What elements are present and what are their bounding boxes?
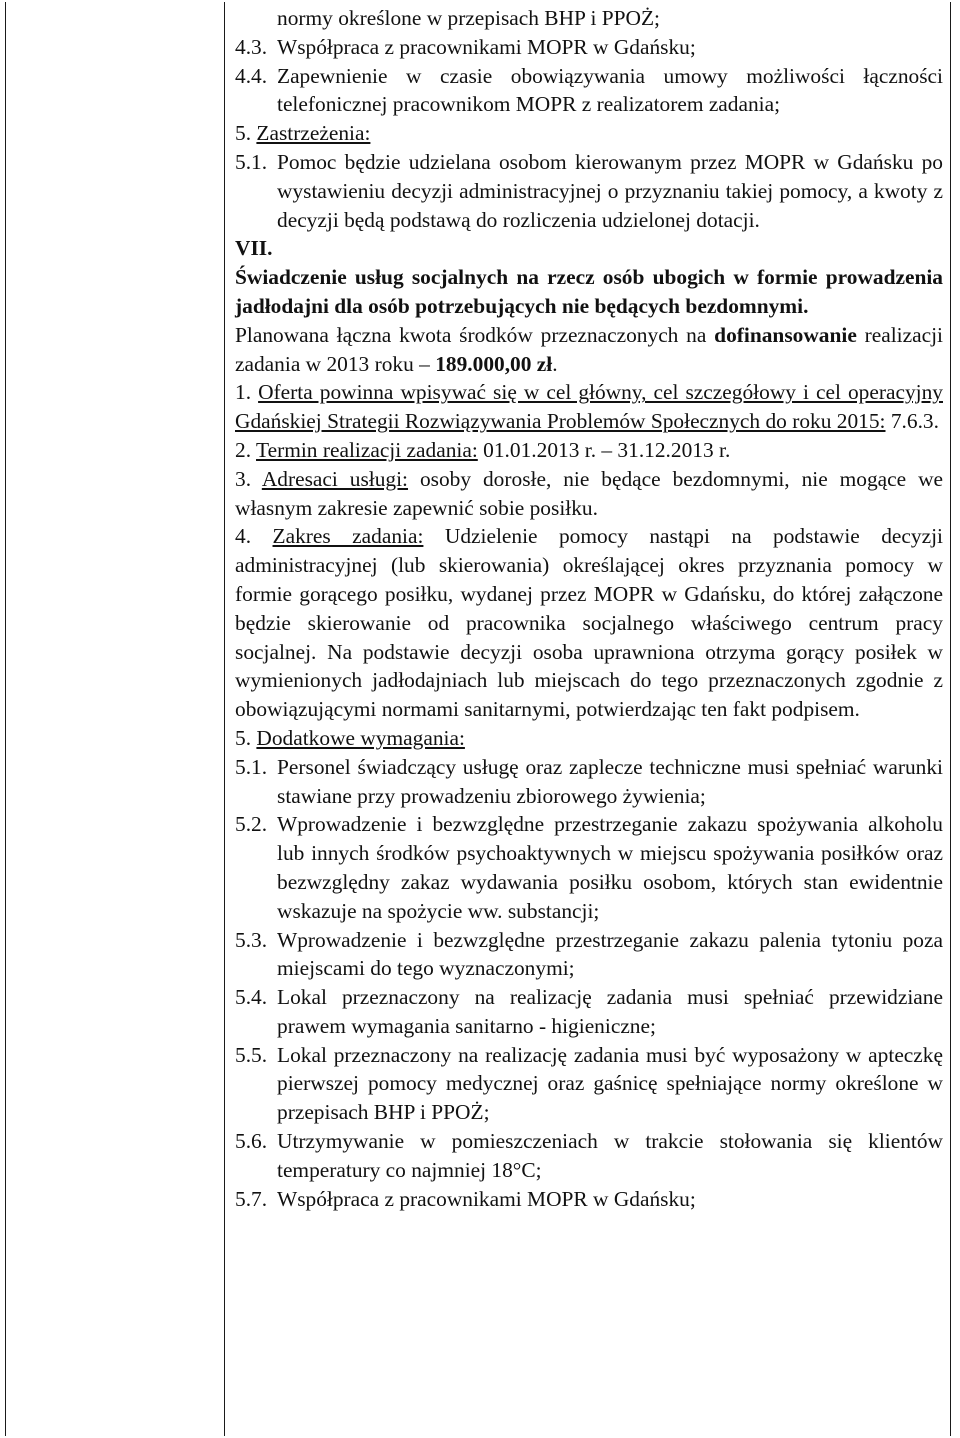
item-number: 5.7. [235, 1186, 268, 1211]
list-item [235, 436, 943, 465]
item-text: osoby dorosłe, nie będące bezdomnymi, nie mogące we własnym zakresie zapewnić sobie posiłku. [235, 466, 944, 520]
item-text: Wprowadzenie i bezwzględne przestrzeganie zakazu palenia tytoniu poza miejscami do tego wyznaczonymi; [277, 927, 943, 981]
item-label: Zastrzeżenia: [256, 121, 371, 146]
list-item [235, 926, 943, 984]
list-item [235, 1127, 943, 1185]
planned-text: Planowana łączna kwota środków przeznaczonych na [235, 322, 715, 347]
item-number: 1. [235, 380, 252, 405]
list-item [235, 148, 943, 234]
item-number: 3. [235, 466, 252, 491]
section-number-text: VII. [235, 236, 273, 261]
list-item [235, 1185, 943, 1214]
planned-amount-paragraph [235, 321, 943, 379]
list-item [235, 1041, 943, 1127]
item-number: 5.6. [235, 1129, 268, 1154]
item-number: 5.1. [235, 754, 268, 779]
list-item [235, 465, 943, 523]
section-title-text: Świadczenie usług socjalnych na rzecz osób ubogich w formie prowadzenia jadłodajni dla osób potrzebujących nie będących bezdomnymi. [235, 265, 943, 318]
item-text: normy określone w przepisach BHP i PPOŻ; [277, 6, 661, 30]
item-number: 5.3. [235, 927, 268, 952]
planned-amount: 189.000,00 zł [435, 351, 553, 376]
planned-text: realizacji zadania w 2013 roku – [235, 322, 943, 376]
item-number: 4.3. [235, 34, 268, 59]
list-item [235, 33, 943, 62]
planned-text: . [552, 351, 558, 376]
item-number: 5.5. [235, 1042, 268, 1067]
item-text: Zapewnienie w czasie obowiązywania umowy możliwości łączności telefonicznej pracownikom MOPR z realizatorem zadania; [277, 63, 943, 117]
list-item [235, 4, 943, 33]
column-divider [224, 2, 225, 1436]
item-text: Wprowadzenie i bezwzględne przestrzeganie zakazu spożywania alkoholu lub innych środków psychoaktywnych w miejscu spożywania posiłków oraz bezwzględny zakaz wydawania posiłku osobom, których stan ewidentnie wskazuje na spożycie ww. substancji; [277, 812, 943, 923]
item-text: Pomoc będzie udzielana osobom kierowanym przez MOPR w Gdańsku po wystawieniu decyzji administracyjnej o przyznaniu takiej pomocy, a kwoty z decyzji będą podstawą do rozliczenia udzielonej dotacji. [277, 149, 943, 232]
list-item [235, 119, 943, 148]
table-content-cell [235, 4, 943, 1213]
item-text: 01.01.2013 r. – 31.12.2013 r. [477, 437, 731, 462]
item-number: 2. [235, 437, 252, 462]
item-label: Adresaci usługi: [261, 466, 409, 491]
item-text: Personel świadczący usługę oraz zaplecze techniczne musi spełniać warunki stawiane przy prowadzeniu zbiorowego żywienia; [277, 754, 943, 808]
list-item [235, 753, 943, 811]
item-number: 5.1. [235, 149, 268, 174]
list-item [235, 522, 943, 724]
item-text: Współpraca z pracownikami MOPR w Gdańsku; [277, 1186, 696, 1211]
section-title [235, 263, 943, 321]
list-item [235, 378, 943, 436]
item-number: 5.4. [235, 985, 268, 1010]
list-item [235, 810, 943, 925]
item-label: Dodatkowe wymagania: [256, 725, 465, 750]
item-text: Oferta powinna wpisywać się w cel główny, cel szczegółowy i cel operacyjny Gdańskiej Strategii Rozwiązywania Problemów Społecznych do roku 2015: [235, 380, 943, 434]
item-number: 5. [235, 121, 252, 146]
item-text: Współpraca z pracownikami MOPR w Gdańsku; [277, 34, 696, 59]
item-number: 4.4. [235, 63, 268, 88]
list-item [235, 62, 943, 120]
section-number [235, 234, 943, 263]
item-number: 5. [235, 725, 252, 750]
planned-bold-text: dofinansowanie [714, 322, 857, 347]
item-text: Lokal przeznaczony na realizację zadania musi być wyposażony w apteczkę pierwszej pomocy medycznej oraz gaśnicę spełniające normy określone w przepisach BHP i PPOŻ; [277, 1042, 943, 1125]
list-item [235, 724, 943, 753]
item-label: Zakres zadania: [272, 524, 424, 549]
list-item [235, 983, 943, 1041]
item-label: Termin realizacji zadania: [256, 437, 478, 462]
item-text: Lokal przeznaczony na realizację zadania musi spełniać przewidziane prawem wymagania sanitarno - higieniczne; [277, 985, 943, 1038]
item-text: 7.6.3. [885, 409, 939, 434]
item-number: 5.2. [235, 812, 268, 837]
item-text: Udzielenie pomocy nastąpi na podstawie decyzji administracyjnej (lub skierowania) określającej okres przyznania pomocy w formie gorącego posiłku, wydanej przez MOPR w Gdańsku, do której załączone będzie skierowanie od pracownika socjalnego właściwego centrum pracy socjalnej. Na podstawie decyzji osoba uprawniona otrzyma gorący posiłek w wymienionych jadłodajniach lub miejscach do tego przeznaczonych zgodnie z obowiązującymi normami sanitarnymi, potwierdzając ten fakt podpisem. [235, 524, 943, 722]
item-number: 4. [235, 524, 252, 549]
item-text: Utrzymywanie w pomieszczeniach w trakcie stołowania się klientów temperatury co najmniej 18°C; [277, 1129, 943, 1182]
